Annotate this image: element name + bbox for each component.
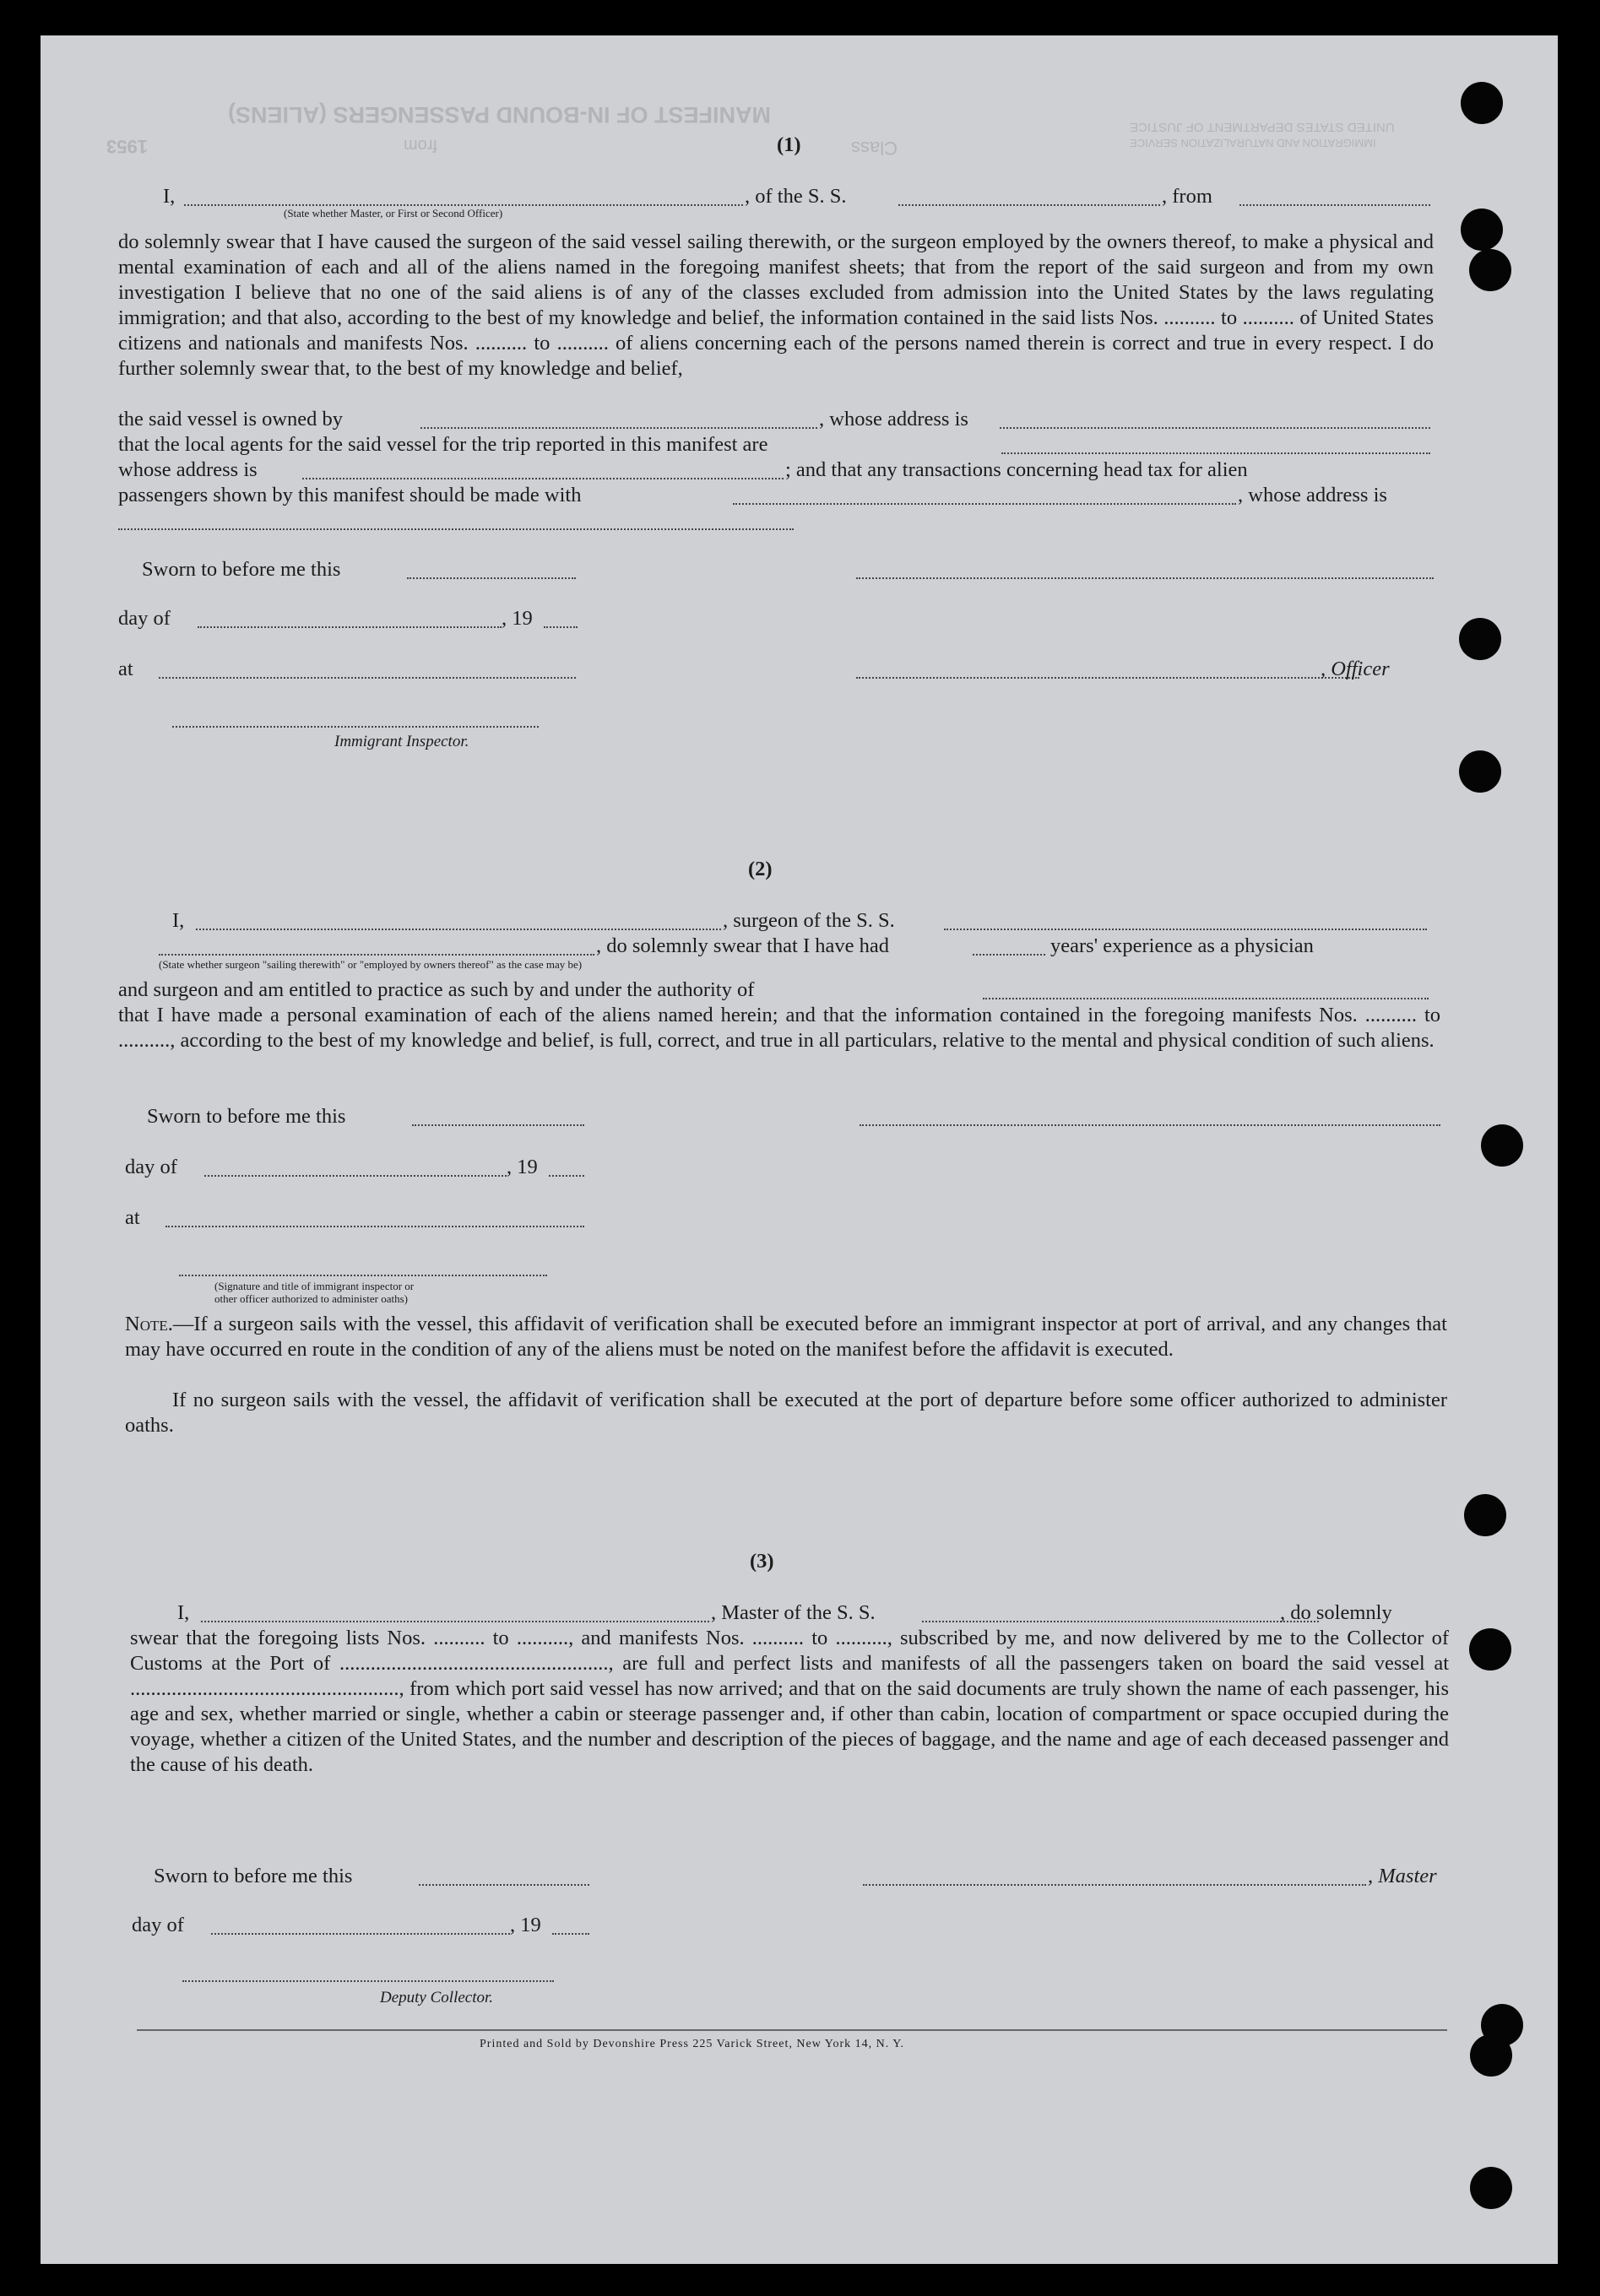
s1-passengers-shown: passengers shown by this manifest should be made with — [118, 484, 582, 506]
s2-swear-had: , do solemnly swear that I have had — [596, 934, 889, 957]
footer-printer: Printed and Sold by Devonshire Press 225 Varick Street, New York 14, N. Y. — [480, 2038, 905, 2050]
punch-hole — [1470, 2167, 1512, 2209]
s2-years-experience: years' experience as a physician — [1050, 934, 1314, 957]
s2-name-blank — [196, 929, 721, 930]
ghost-agency-sub: IMMIGRATION AND NATURALIZATION SERVICE — [1130, 137, 1376, 149]
s1-transactions-blank — [733, 503, 1236, 505]
s3-deputy: Deputy Collector. — [380, 1989, 494, 2006]
s1-owned-by: the said vessel is owned by — [118, 408, 344, 430]
punch-hole — [1461, 82, 1503, 124]
s3-name-blank — [201, 1621, 709, 1622]
s1-agents-blank — [1001, 452, 1430, 454]
s3-master-sign-blank — [863, 1884, 1366, 1886]
s2-note-2: If no surgeon sails with the vessel, the affidavit of verification shall be executed at the port of departure before some officer authorized to administer oaths. — [125, 1389, 1447, 1437]
s2-note — [125, 1312, 1447, 1362]
s1-vessel-blank — [898, 204, 1160, 206]
s3-sworn: Sworn to before me this — [154, 1865, 353, 1887]
s1-of-the-ss: , of the S. S. — [745, 185, 847, 208]
s2-authority-blank — [983, 998, 1429, 999]
s1-from: , from — [1162, 185, 1212, 208]
ghost-form-title: MANIFEST OF IN-BOUND PASSENGERS (ALIENS) — [228, 102, 772, 127]
s3-master: , Master — [1368, 1865, 1437, 1887]
s1-owner-address-blank — [1000, 427, 1430, 429]
punch-hole — [1469, 249, 1511, 291]
s2-sworn-blank — [412, 1124, 584, 1126]
punch-hole — [1469, 1628, 1511, 1671]
s1-whose-address: , whose address is — [819, 408, 968, 430]
section-1-number: (1) — [777, 133, 801, 156]
s1-body: do solemnly swear that I have caused the surgeon of the said vessel sailing therewith, or the surgeon employed by the owners thereof, to make a physical and mental examination of each and all of the aliens named in the foregoing manifest sheets; that from the report of the said surgeon and from my own investigation I believe that no one of the said aliens is of any of the classes excluded from admission into the United States by the laws regulating immigration; and that also, according to the best of my knowledge and belief, the information contained in the said lists Nos. .......... to .......... of United States citizens and nationals and manifests Nos. .......... to .......... of aliens concerning each of the persons named therein is correct and true in every respect. I do further solemnly swear that, to the best of my knowledge and belief, — [118, 230, 1434, 380]
s2-nineteen: , 19 — [507, 1156, 538, 1178]
s2-intro-i: I, — [172, 909, 185, 932]
s3-do-solemnly: , do solemnly — [1280, 1601, 1392, 1624]
punch-hole — [1464, 1494, 1506, 1536]
s1-officer-blank — [856, 677, 1359, 679]
s1-final-address-blank — [118, 528, 794, 530]
ghost-year-stamp: 1953 — [106, 136, 148, 157]
punch-hole — [1459, 750, 1501, 793]
s2-body: that I have made a personal examination of each of the aliens named herein; and that the information contained in the foregoing manifests Nos. .......... to .........., according to the best of my knowledge and belief, is full, correct, and true in all particulars, relative to the mental and physical condition of such aliens. — [118, 1004, 1440, 1052]
s1-whose-address-2: whose address is — [118, 458, 258, 481]
punch-hole — [1459, 618, 1501, 660]
punch-hole — [1481, 1124, 1523, 1167]
s2-at-blank — [165, 1226, 584, 1227]
ghost-from-label: from — [404, 136, 437, 154]
s1-nineteen: , 19 — [502, 607, 533, 630]
s3-intro-i: I, — [177, 1601, 190, 1624]
s1-sworn: Sworn to before me this — [142, 558, 341, 581]
s3-vessel-blank — [922, 1621, 1319, 1622]
s2-inspector-sign-blank — [179, 1275, 547, 1276]
punch-hole — [1470, 2034, 1512, 2077]
footer-rule — [137, 2029, 1447, 2031]
s3-collector-sign-blank — [182, 1980, 554, 1982]
s3-master-of: , Master of the S. S. — [711, 1601, 876, 1624]
s1-at-blank — [159, 677, 576, 679]
s2-sig-note-1: (Signature and title of immigrant inspector or — [214, 1280, 415, 1292]
s1-local-agents: that the local agents for the said vessel for the trip reported in this manifest are — [118, 433, 768, 456]
s1-sworn-blank — [407, 577, 576, 579]
s2-sig-note-2: other officer authorized to administer oaths) — [214, 1292, 408, 1305]
s1-inspector-sign-blank — [172, 726, 539, 728]
s2-surgeon-of: , surgeon of the S. S. — [723, 909, 895, 932]
s1-year-blank — [544, 626, 578, 628]
s3-year-blank — [552, 1933, 589, 1935]
s2-state-note: (State whether surgeon "sailing therewith" or "employed by owners thereof" as the case may be) — [159, 958, 583, 971]
s2-year-blank — [549, 1175, 584, 1177]
s2-surgeon-sign-blank — [860, 1124, 1440, 1126]
s1-from-blank — [1239, 204, 1430, 206]
s1-whose-address-3: , whose address is — [1238, 484, 1387, 506]
s3-nineteen: , 19 — [510, 1914, 541, 1936]
s2-status-blank — [159, 954, 594, 956]
s2-note-label: Note. — [125, 1313, 173, 1335]
s1-name-blank — [184, 204, 743, 206]
s2-at: at — [125, 1206, 140, 1229]
section-3-number: (3) — [750, 1550, 774, 1573]
s3-body: swear that the foregoing lists Nos. .......... to .........., and manifests Nos. .......... to .........., subscribed by me, and now delivered by me to the Collector of Customs at the Port of ...................................................., are full and perfect lists and manifests of all the passengers taken on board the said vessel at ...................................................., from which port said vessel has now arrived; and that on the said documents are truly shown the name of each passenger, his age and sex, whether married or single, whether a cabin or steerage passenger and, if other than cabin, location of compartment or space occupied during the voyage, whether a citizen of the United States, and the number and description of the pieces of baggage, and the name and age of each deceased passenger and the cause of his death. — [130, 1627, 1449, 1776]
s2-authority: and surgeon and am entitled to practice as such by and under the authority of — [118, 978, 755, 1001]
s3-day-of: day of — [132, 1914, 184, 1936]
s3-day-blank — [211, 1933, 510, 1935]
ghost-class-label: Class — [851, 138, 898, 159]
s2-years-blank — [973, 954, 1045, 956]
s1-intro-i: I, — [163, 185, 176, 208]
s1-day-of: day of — [118, 607, 171, 630]
s2-day-blank — [204, 1175, 507, 1177]
s1-owner-blank — [420, 427, 817, 429]
ghost-agency-label: UNITED STATES DEPARTMENT OF JUSTICE — [1130, 120, 1395, 134]
s2-day-of: day of — [125, 1156, 177, 1178]
punch-hole — [1461, 208, 1503, 251]
s1-officer: , Officer — [1321, 658, 1390, 680]
s3-sworn-blank — [419, 1884, 589, 1886]
s2-sworn: Sworn to before me this — [147, 1105, 346, 1128]
s2-note-text: —If a surgeon sails with the vessel, this affidavit of verification shall be executed before an immigrant inspector at port of arrival, and any changes that may have occurred en route in the condition of any of the aliens must be noted on the manifest before the affidavit is executed. — [125, 1313, 1447, 1361]
s1-state-note: (State whether Master, or First or Second Officer) — [284, 207, 503, 219]
s1-head-tax: ; and that any transactions concerning head tax for alien — [785, 458, 1248, 481]
s1-day-blank — [198, 626, 502, 628]
s1-at: at — [118, 658, 133, 680]
s2-vessel-blank — [944, 929, 1427, 930]
s1-officer-sign-blank — [856, 577, 1434, 579]
manifest-page — [41, 35, 1558, 2264]
section-2-number: (2) — [748, 858, 773, 880]
s1-inspector: Immigrant Inspector. — [334, 733, 469, 750]
s1-agents-address-blank — [302, 478, 784, 479]
